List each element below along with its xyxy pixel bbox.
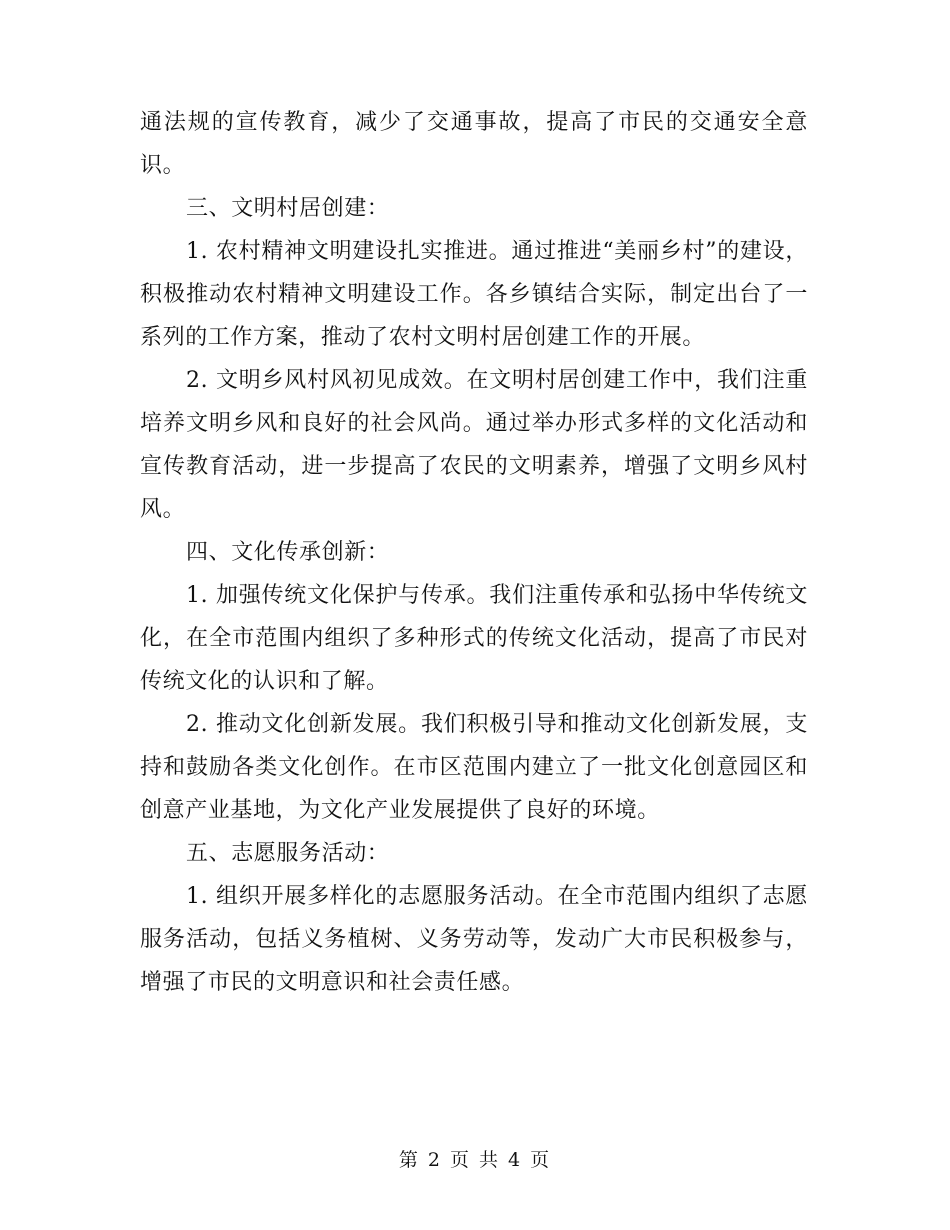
paragraph-volunteer-activities: 1. 组织开展多样化的志愿服务活动。在全市范围内组织了志愿服务活动，包括义务植树、义务劳动等，发动广大市民积极参与，增强了市民的文明意识和社会责任感。 xyxy=(140,884,808,995)
document-body xyxy=(140,101,808,1004)
paragraph-continued: 通法规的宣传教育，减少了交通事故，提高了市民的交通安全意识。 xyxy=(140,110,808,178)
paragraph-village-customs: 2. 文明乡风村风初见成效。在文明村居创建工作中，我们注重培养文明乡风和良好的社会风尚。通过举办形式多样的文化活动和宣传教育活动，进一步提高了农民的文明素养，增强了文明乡风村风。 xyxy=(140,368,808,522)
section-heading-culture: 四、文化传承创新： xyxy=(186,540,390,565)
paragraph-cultural-innovation: 2. 推动文化创新发展。我们积极引导和推动文化创新发展，支持和鼓励各类文化创作。在市区范围内建立了一批文化创意园区和创意产业基地，为文化产业发展提供了良好的环境。 xyxy=(140,712,808,823)
paragraph-traditional-culture: 1. 加强传统文化保护与传承。我们注重传承和弘扬中华传统文化，在全市范围内组织了多种形式的传统文化活动，提高了市民对传统文化的认识和了解。 xyxy=(140,583,808,694)
paragraph-rural-civilization: 1. 农村精神文明建设扎实推进。通过推进“美丽乡村”的建设，积极推动农村精神文明建设工作。各乡镇结合实际，制定出台了一系列的工作方案，推动了农村文明村居创建工作的开展。 xyxy=(140,239,808,350)
section-heading-civilized-villages: 三、文明村居创建： xyxy=(186,196,390,221)
page-number-footer: 第 2 页 共 4 页 xyxy=(398,1149,552,1171)
section-heading-volunteer: 五、志愿服务活动： xyxy=(186,841,390,866)
